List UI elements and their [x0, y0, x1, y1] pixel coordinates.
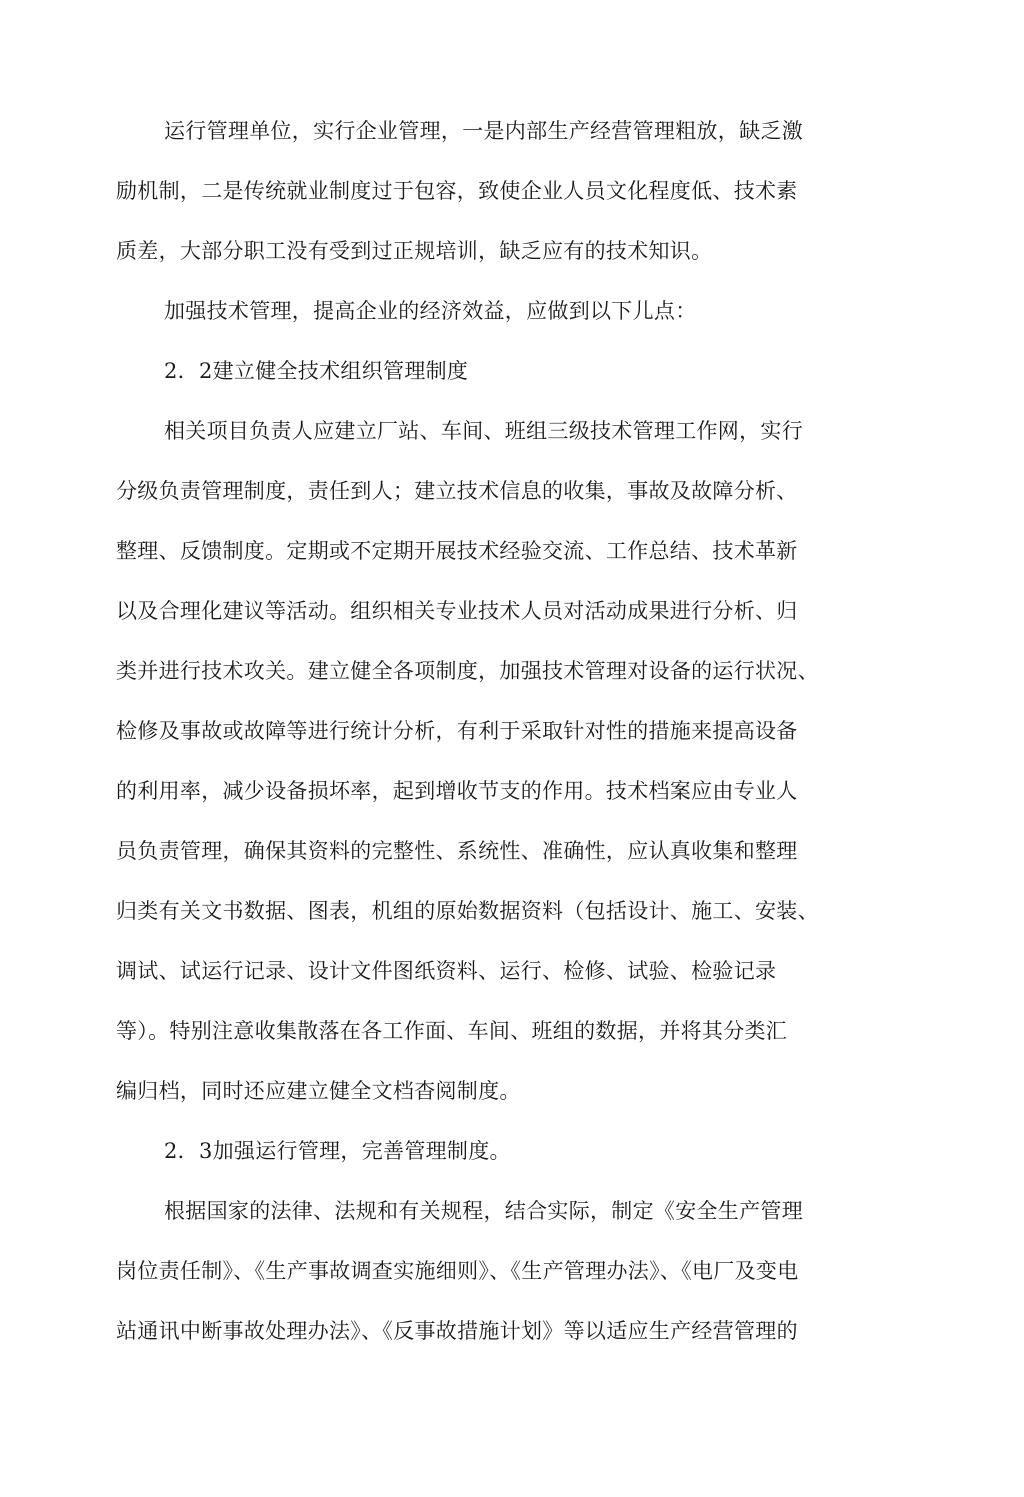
- paragraph-line: 编归档，同时还应建立健全文档杳阅制度。: [116, 1079, 521, 1103]
- paragraph-line: 运行管理单位，实行企业管理，一是内部生产经营管理粗放，缺乏激: [164, 119, 803, 143]
- paragraph-line: 励机制，二是传统就业制度过于包容，致使企业人员文化程度低、技术素: [116, 179, 798, 203]
- paragraph-line: 调试、试运行记录、设计文件图纸资料、运行、检修、试验、检验记录: [116, 959, 777, 983]
- paragraph-line: 加强技术管理，提高企业的经济效益，应做到以下儿点：: [164, 299, 697, 323]
- paragraph-line: 检修及事故或故障等进行统计分析，有利于采取针对性的措施来提高设备: [116, 719, 798, 743]
- paragraph-line: 根据国家的法律、法规和有关规程，结合实际，制定《安全生产管理: [164, 1199, 803, 1223]
- paragraph-line: 分级负责管理制度，责任到人；建立技术信息的收集，事故及故障分析、: [116, 479, 798, 503]
- paragraph-line: 类并进行技术攻关。建立健全各项制度，加强技术管理对设备的运行状况、: [116, 659, 819, 683]
- section-heading: 2．3加强运行管理，完善管理制度。: [164, 1139, 511, 1163]
- paragraph-line: 等）。特别注意收集散落在各工作面、车间、班组的数据，并将其分类汇: [116, 1019, 788, 1043]
- paragraph-line: 整理、反馈制度。定期或不定期开展技术经验交流、工作总结、技术革新: [116, 539, 798, 563]
- paragraph-line: 员负责管理，确保其资料的完整性、系统性、准确性，应认真收集和整理: [116, 839, 798, 863]
- section-heading: 2．2建立健全技术组织管理制度: [164, 359, 469, 383]
- paragraph-line: 岗位责任制》、《生产事故调查实施细则》、《生产管理办法》、《电厂及变电: [116, 1259, 799, 1283]
- paragraph-line: 相关项目负责人应建立厂站、车间、班组三级技术管理工作网，实行: [164, 419, 803, 443]
- paragraph-line: 站通讯中断事故处理办法》、《反事故措施计划》等以适应生产经营管理的: [116, 1319, 798, 1343]
- paragraph-line: 质差，大部分职工没有受到过正规培训，缺乏应有的技术知识。: [116, 239, 713, 263]
- paragraph-line: 归类有关文书数据、图表，机组的原始数据资料（包括设计、施工、安装、: [116, 899, 819, 923]
- paragraph-line: 以及合理化建议等活动。组织相关专业技术人员对活动成果进行分析、归: [116, 599, 798, 623]
- paragraph-line: 的利用率，减少设备损坏率，起到增收节支的作用。技术档案应由专业人: [116, 779, 798, 803]
